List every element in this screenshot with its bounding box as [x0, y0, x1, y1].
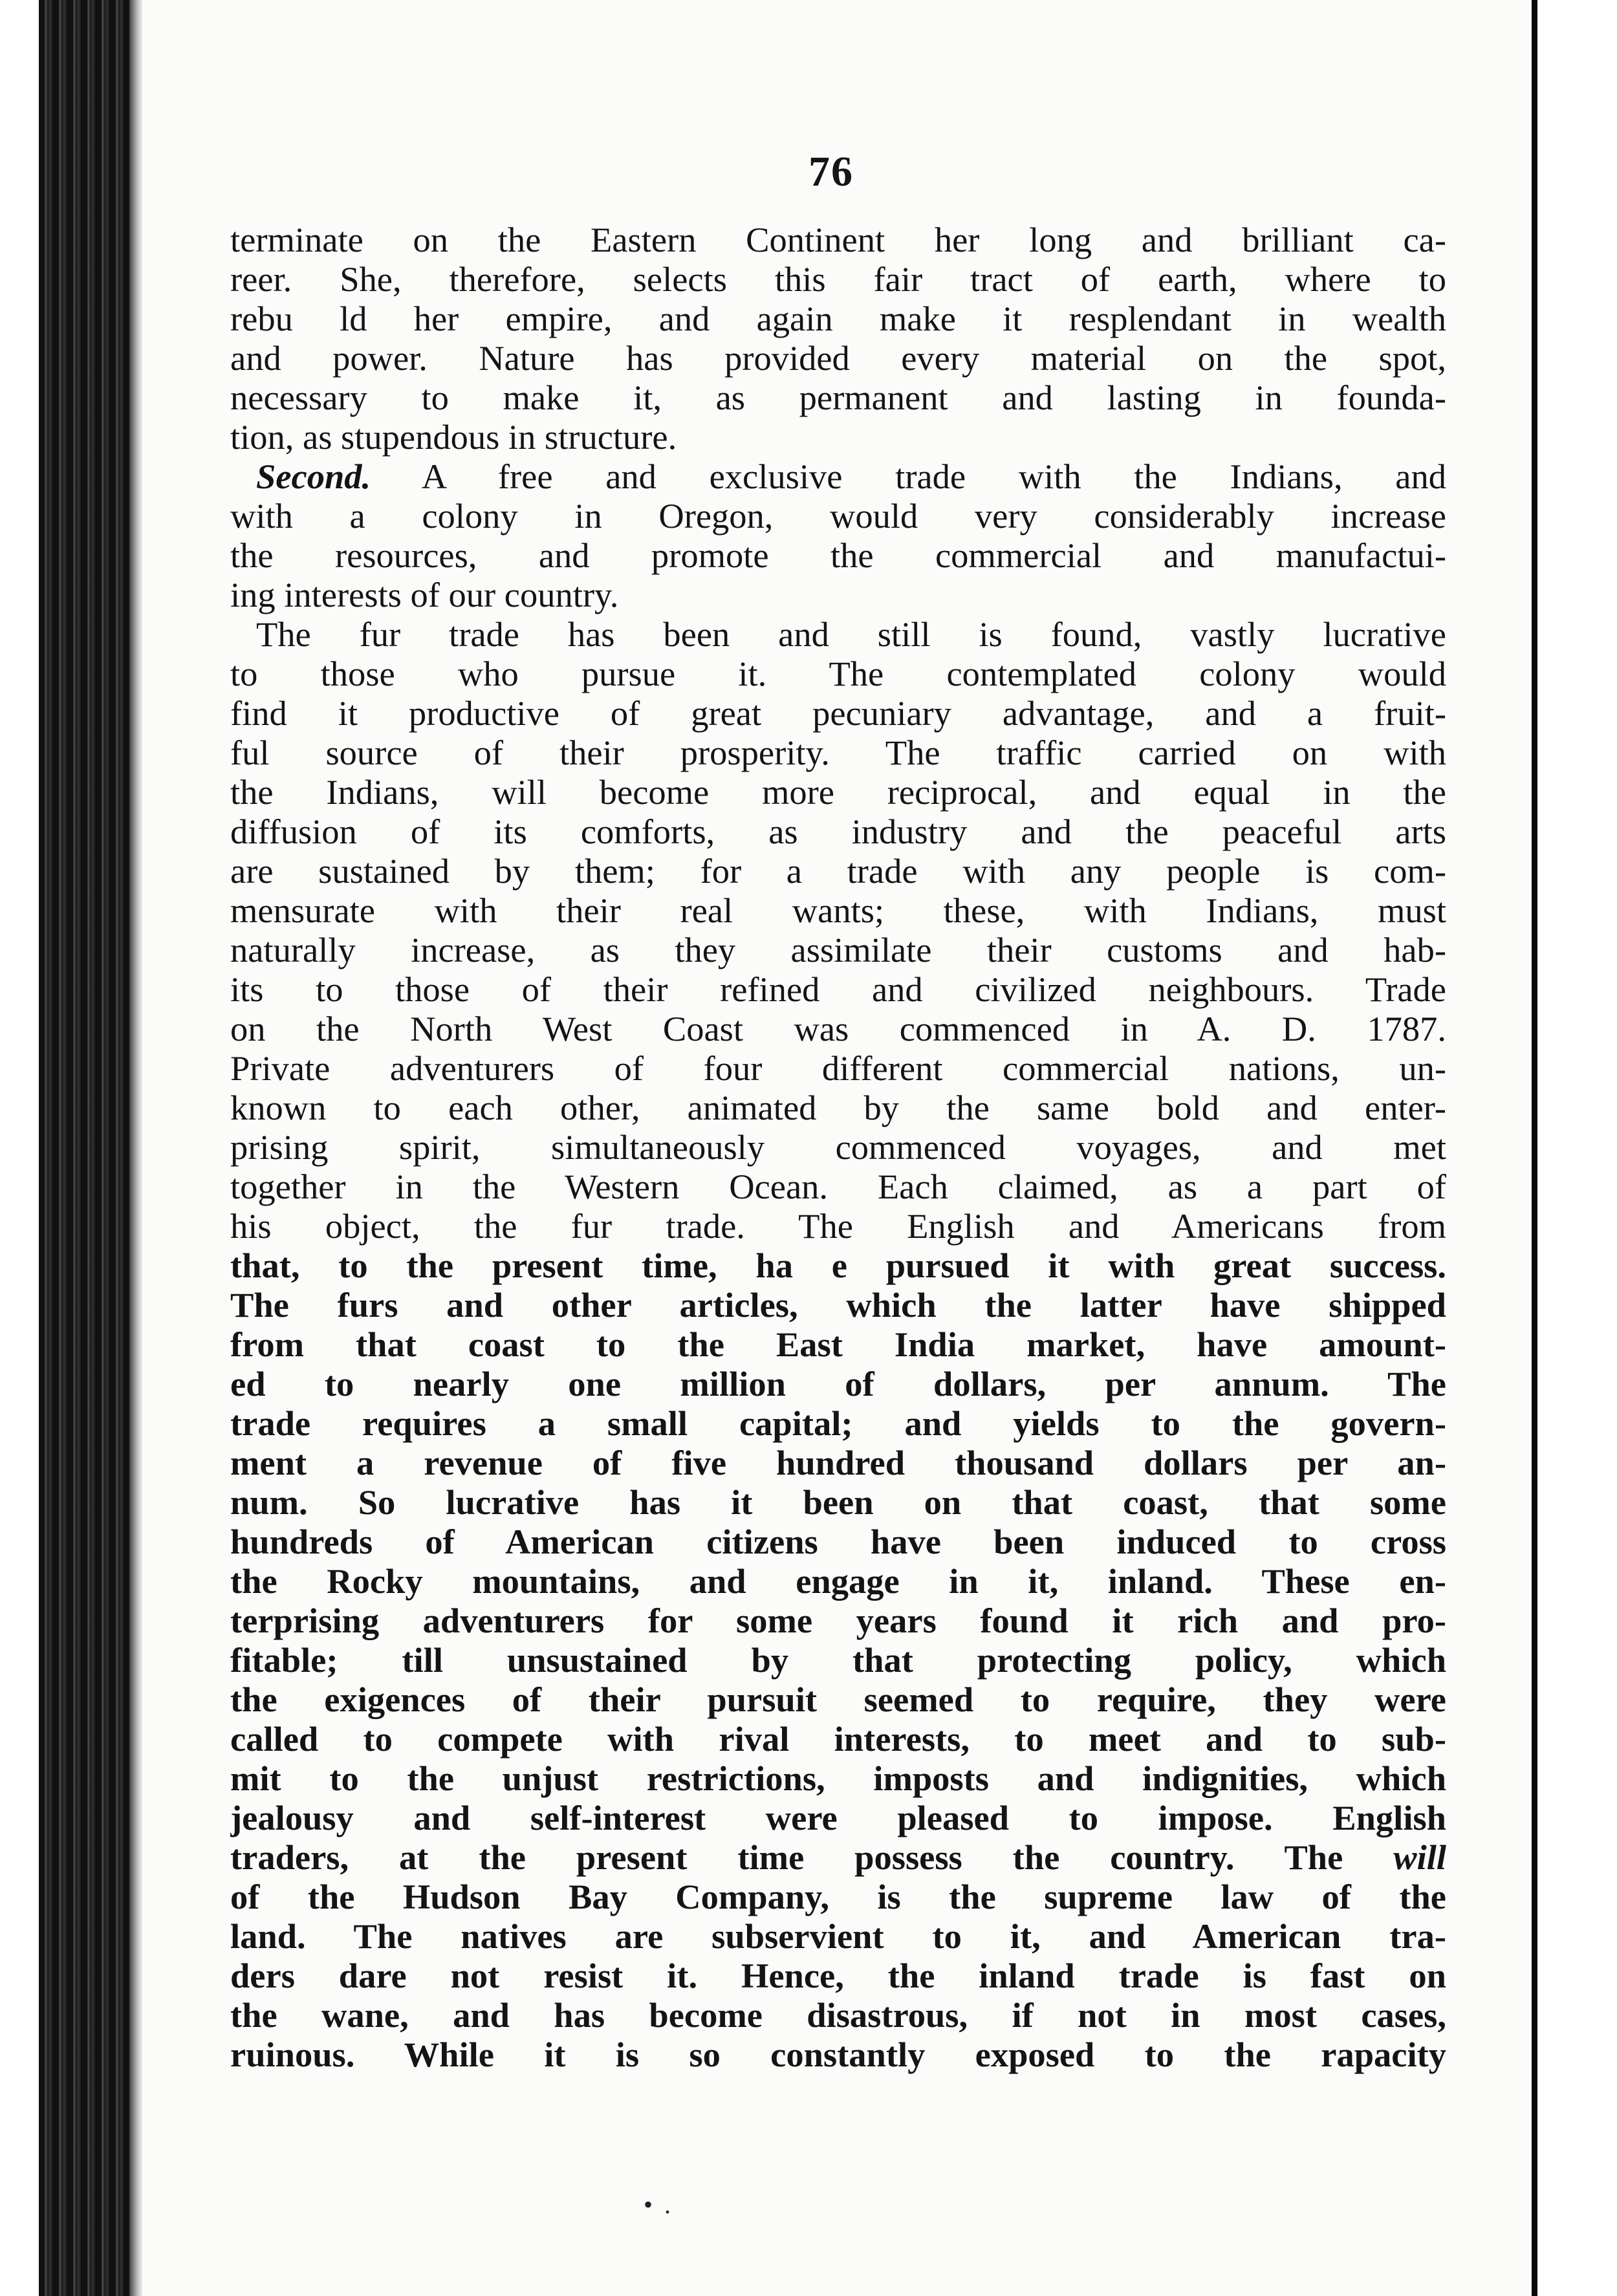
- right-margin: [1532, 0, 1617, 2296]
- text-line: The fur trade has been and still is found, vastly lucrative: [256, 614, 1446, 654]
- text-line: diffusion of its comforts, as industry and the peaceful arts: [230, 812, 1446, 851]
- binding-shadow: [129, 0, 142, 2296]
- body-text: [230, 220, 1446, 2074]
- text-line: to those who pursue it. The contemplated colony would: [230, 654, 1446, 693]
- emphasis-second: Second.: [256, 457, 371, 496]
- text-line: ruinous. While it is so constantly exposed to the rapacity: [230, 2035, 1446, 2074]
- book-page: [142, 0, 1532, 2296]
- text-line-lead: traders, at the present time possess the country. The: [230, 1837, 1343, 1877]
- text-line: mit to the unjust restrictions, imposts and indignities, which: [230, 1759, 1446, 1798]
- text-line-will: [230, 1837, 1446, 1877]
- text-line: with a colony in Oregon, would very considerably increase: [230, 496, 1446, 536]
- text-line: num. So lucrative has it been on that coast, that some: [230, 1482, 1446, 1522]
- text-line: known to each other, animated by the same bold and enter-: [230, 1088, 1446, 1127]
- book-binding: [39, 0, 142, 2296]
- text-line: ing interests of our country.: [230, 575, 619, 614]
- text-line: the Rocky mountains, and engage in it, inland. These en-: [230, 1561, 1446, 1601]
- text-line: find it productive of great pecuniary advantage, and a fruit-: [230, 693, 1446, 733]
- text-line: tion, as stupendous in structure.: [230, 417, 677, 457]
- text-line-second: [230, 457, 1446, 496]
- text-line: and power. Nature has provided every material on the spot,: [230, 338, 1446, 378]
- text-line: the Indians, will become more reciprocal, and equal in the: [230, 772, 1446, 812]
- text-line: reer. She, therefore, selects this fair tract of earth, where to: [230, 259, 1446, 299]
- text-line: jealousy and self-interest were pleased to impose. English: [230, 1798, 1446, 1837]
- text-line: Private adventurers of four different commercial nations, un-: [230, 1048, 1446, 1088]
- text-line: its to those of their refined and civilized neighbours. Trade: [230, 969, 1446, 1009]
- text-line-rest: A free and exclusive trade with the Indians, and: [421, 457, 1446, 496]
- text-line: ful source of their prosperity. The traffic carried on with: [230, 733, 1446, 772]
- text-line: ders dare not resist it. Hence, the inland trade is fast on: [230, 1956, 1446, 1995]
- text-line: of the Hudson Bay Company, is the supreme law of the: [230, 1877, 1446, 1916]
- text-line: are sustained by them; for a trade with any people is com-: [230, 851, 1446, 891]
- text-line: rebu ld her empire, and again make it resplendant in wealth: [230, 299, 1446, 338]
- text-line: that, to the present time, ha e pursued it with great success.: [230, 1246, 1446, 1285]
- text-line: called to compete with rival interests, to meet and to sub-: [230, 1719, 1446, 1759]
- text-line: prising spirit, simultaneously commenced voyages, and met: [230, 1127, 1446, 1167]
- emphasis-will: will: [1393, 1837, 1446, 1877]
- text-line: on the North West Coast was commenced in A. D. 1787.: [230, 1009, 1446, 1048]
- text-line: mensurate with their real wants; these, with Indians, must: [230, 891, 1446, 930]
- text-line: hundreds of American citizens have been induced to cross: [230, 1522, 1446, 1561]
- text-line: naturally increase, as they assimilate their customs and hab-: [230, 930, 1446, 969]
- text-line: terprising adventurers for some years found it rich and pro-: [230, 1601, 1446, 1640]
- text-line: ed to nearly one million of dollars, per annum. The: [230, 1364, 1446, 1403]
- text-line: his object, the fur trade. The English and Americans from: [230, 1206, 1446, 1246]
- footer-mark: • .: [644, 2190, 674, 2219]
- left-margin: [0, 0, 39, 2296]
- text-line: terminate on the Eastern Continent her long and brilliant ca-: [230, 220, 1446, 259]
- text-line: necessary to make it, as permanent and lasting in founda-: [230, 378, 1446, 417]
- text-line: ment a revenue of five hundred thousand dollars per an-: [230, 1443, 1446, 1482]
- text-line: the exigences of their pursuit seemed to require, they were: [230, 1680, 1446, 1719]
- text-line: trade requires a small capital; and yields to the govern-: [230, 1403, 1446, 1443]
- text-line: the resources, and promote the commercial and manufactui-: [230, 536, 1446, 575]
- text-line: together in the Western Ocean. Each claimed, as a part of: [230, 1167, 1446, 1206]
- text-line: the wane, and has become disastrous, if not in most cases,: [230, 1995, 1446, 2035]
- text-line: The furs and other articles, which the latter have shipped: [230, 1285, 1446, 1325]
- text-line: land. The natives are subservient to it, and American tra-: [230, 1916, 1446, 1956]
- text-line: from that coast to the East India market, have amount-: [230, 1325, 1446, 1364]
- page-number: 76: [808, 148, 854, 195]
- text-line: fitable; till unsustained by that protecting policy, which: [230, 1640, 1446, 1680]
- facing-page-edge: [1532, 0, 1537, 2296]
